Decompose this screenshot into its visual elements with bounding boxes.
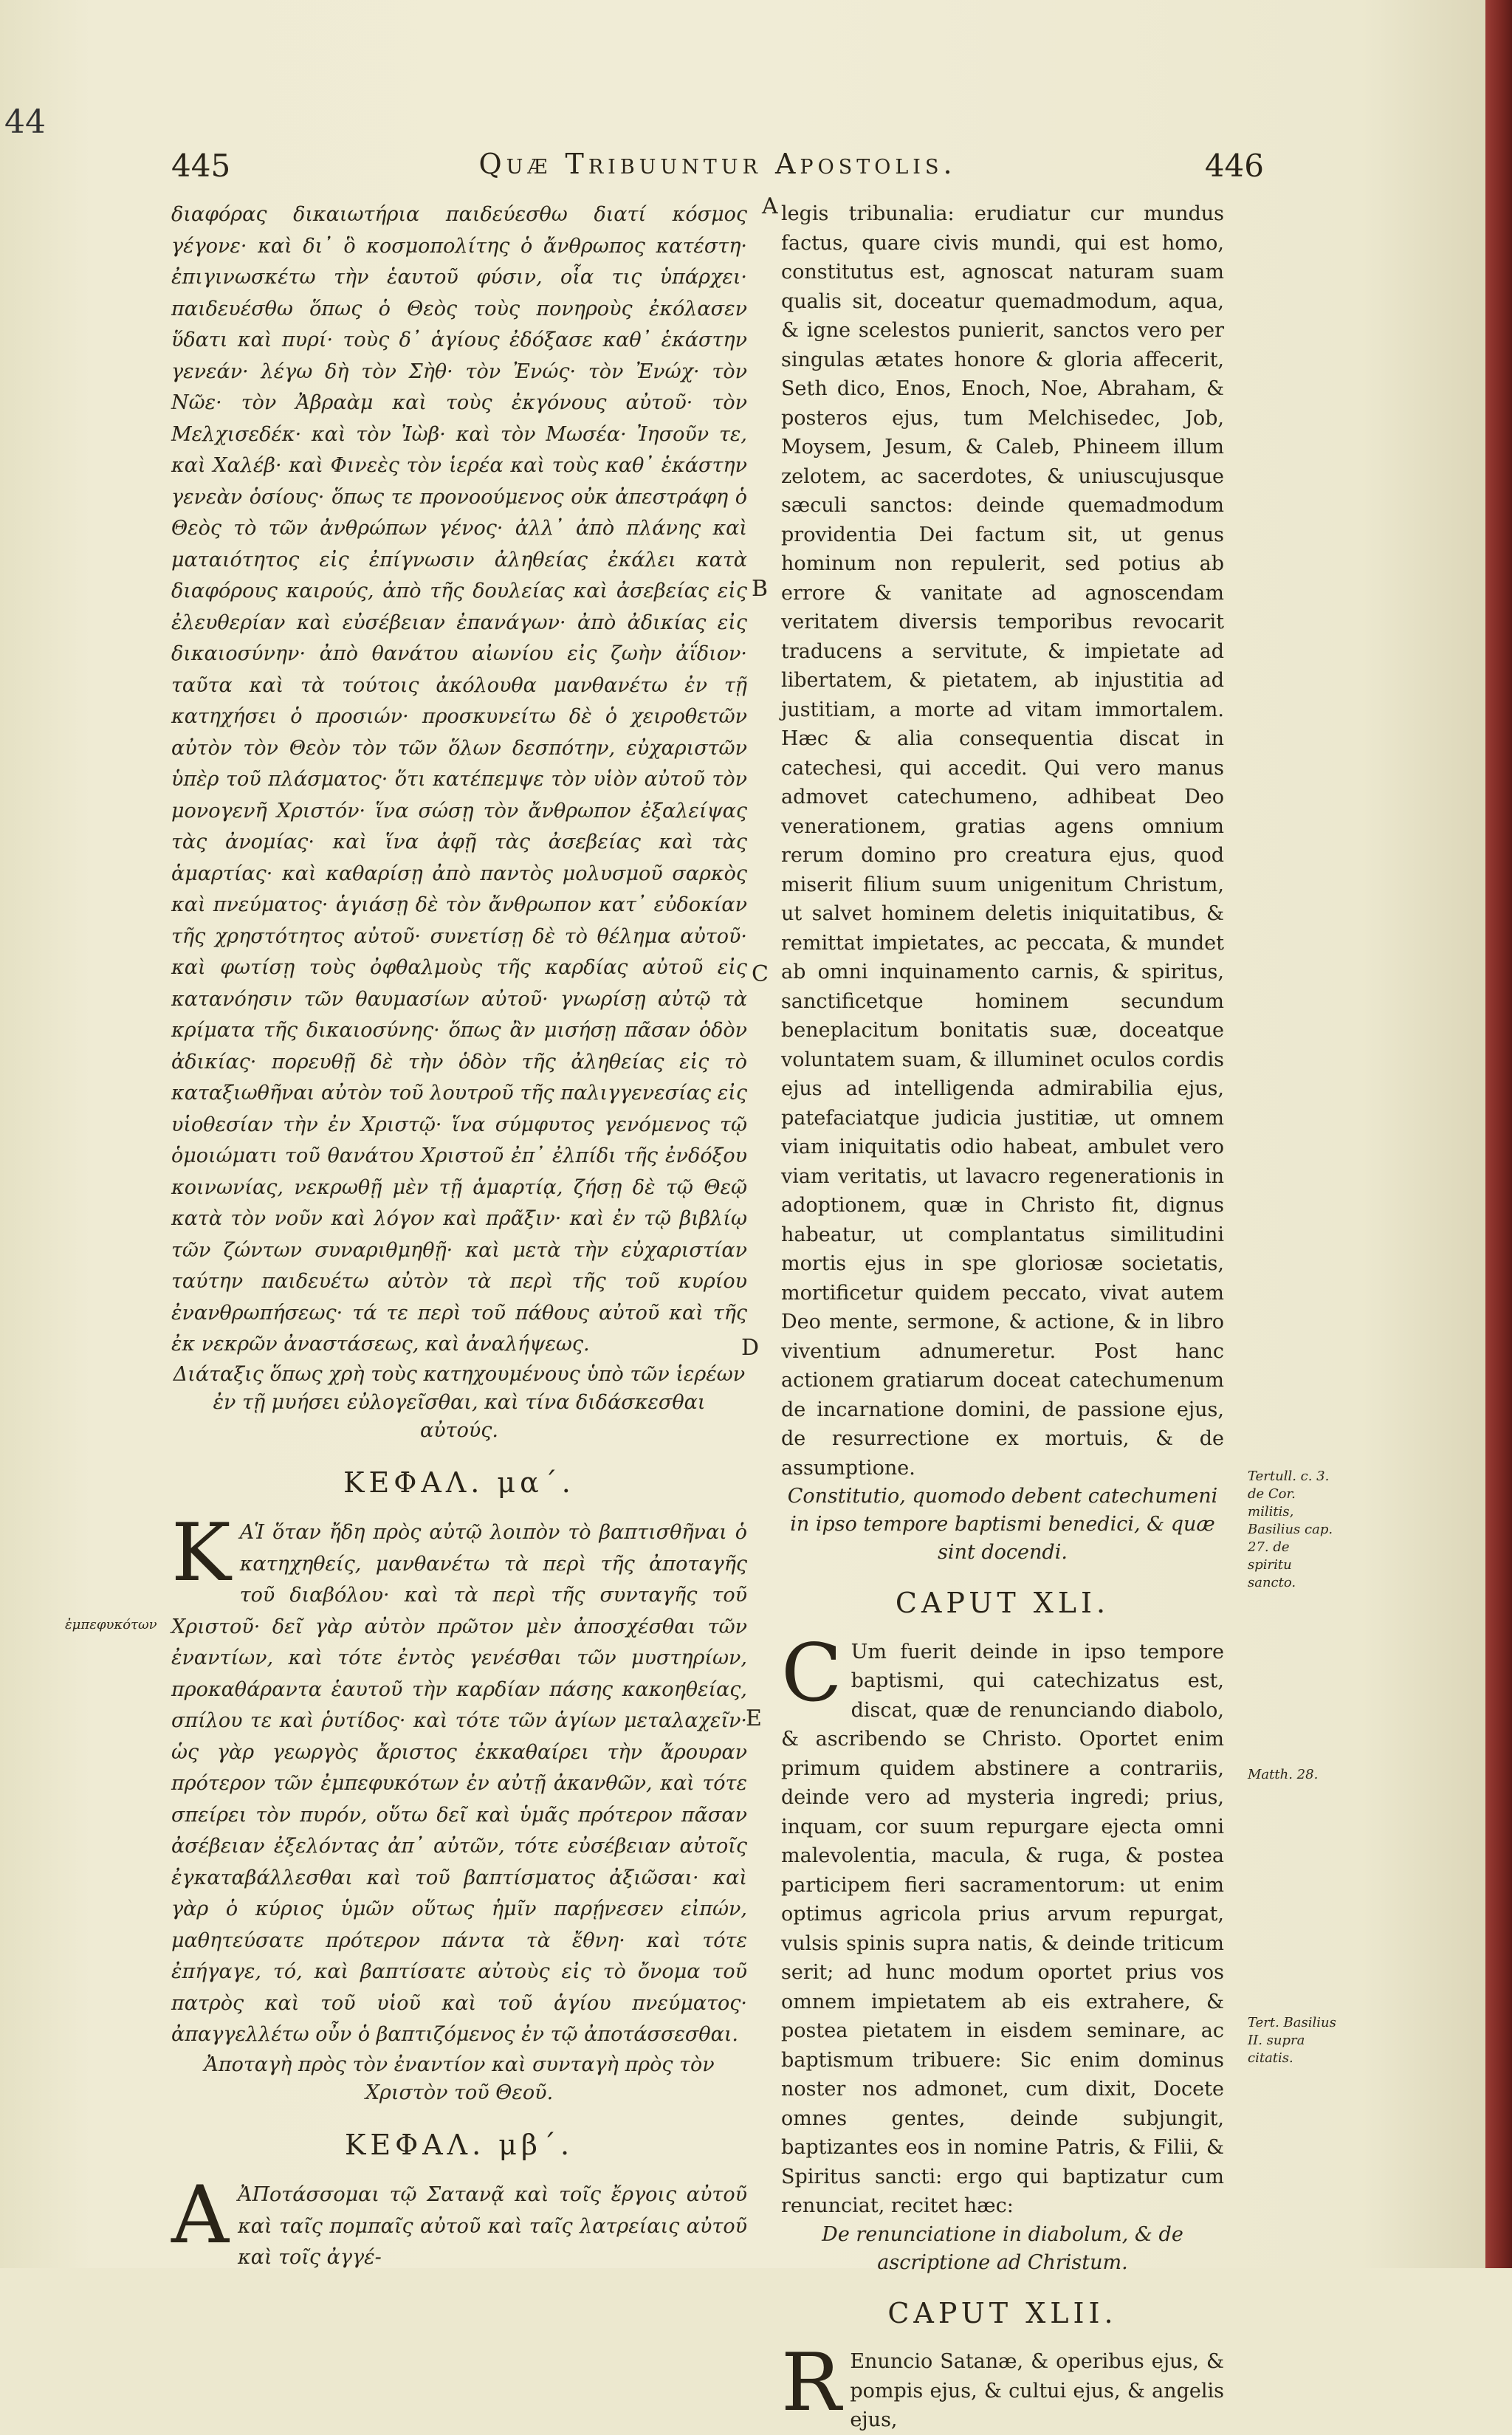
latin-dropcap-1: C <box>781 1627 842 1720</box>
latin-chapter-heading-42: CAPUT XLII. <box>887 2296 1118 2329</box>
page-number-left: 445 <box>171 148 231 184</box>
greek-paragraph-3-text: ἈΠοτάσσομαι τῷ Σατανᾷ καὶ τοῖς ἔργοις αὐτοῦ καὶ ταῖς πομπαῖς αὐτοῦ καὶ ταῖς λατρείαις αὐτοῦ καὶ τοῖς ἀγγέ- <box>238 2183 747 2269</box>
greek-subheading-1: Διάταξις ὅπως χρὴ τοὺς κατηχουμένους ὑπὸ τῶν ἱερέων ἐν τῇ μυήσει εὐλογεῖσθαι, καὶ τίνα διδάσκεσθαι αὐτούς. <box>173 1362 746 1442</box>
latin-dropcap-2: R <box>781 2337 842 2429</box>
greek-margin-note: ἐμπεφυκότων <box>65 1617 157 1632</box>
margin-note-tertullian: Tertull. c. 3. de Cor. militis, Basilius cap. 27. de spiritu sancto. <box>1248 1469 1333 1590</box>
greek-chapter-heading-42: ΚΕΦΑΛ. μβ΄. <box>344 2128 574 2161</box>
latin-paragraph-2-text: Um fuerit deinde in ipso tempore baptismi, qui catechizatus est, discat, quæ de renunciando diabolo, & ascribendo se Christo. Oportet enim primum quidem abstinere a contrariis, deinde vero ad mysteria ingredi; prius, inquam, cor suum repurgare ejecta omni malevolentia, macula, & ruga, & postea participem fieri sacramentorum: ut enim optimus agricola prius arvum repurgat, vulsis spinis supra natis, & deinde triticum serit; ad hunc modum oportet prius vos omnem impietatem ab eis extrahere, & postea pietatem in eisdem seminare, ac baptismum tribuere: Sic enim dominus noster nos admonet, cum dixit, Docete omnes gentes, deinde subjungit, baptizantes eos in nomine Patris, & Filii, & Spiritus sancti: ergo qui baptizatur cum renunciat, recitet hæc: <box>781 1640 1224 2217</box>
latin-subheading-2: De renunciatione in diabolum, & de ascriptione ad Christum. <box>822 2222 1183 2274</box>
section-letter-d: D <box>741 1335 760 1361</box>
page-number-right: 446 <box>1204 148 1264 184</box>
running-title: Quæ Tribuuntur Apostolis. <box>478 148 957 180</box>
latin-chapter-heading-41: CAPUT XLI. <box>895 1587 1110 1619</box>
latin-column <box>781 199 1224 2435</box>
latin-paragraph-2 <box>781 1627 1224 2221</box>
greek-dropcap-1: K <box>171 1507 231 1599</box>
section-letter-a: A <box>762 193 778 219</box>
latin-subheading-1: Constitutio, quomodo debent catechumeni in ipso tempore baptismi benedici, & quæ sint docendi. <box>787 1485 1218 1564</box>
greek-paragraph-2 <box>171 1507 747 2051</box>
greek-paragraph-2-text: ΑἹ ὅταν ἤδη πρὸς αὐτῷ λοιπὸν τὸ βαπτισθῆναι ὁ κατηχηθείς, μανθανέτω τὰ περὶ τῆς ἀποταγῆς τοῦ διαβόλου· καὶ τὰ περὶ τῆς συνταγῆς τοῦ Χριστοῦ· δεῖ γὰρ αὐτὸν πρῶτον μὲν ἀποσχέσθαι τῶν ἐναντίων, καὶ τότε ἐντὸς γενέσθαι τῶν μυστηρίων, προκαθάραντα ἑαυτοῦ τὴν καρδίαν πάσης κακοηθείας, σπίλου τε καὶ ῥυτίδος· καὶ τότε τῶν ἁγίων μεταλαχεῖν· ὡς γὰρ γεωργὸς ἄριστος ἐκκαθαίρει τὴν ἄρουραν πρότερον τῶν ἐμπεφυκότων ἐν αὐτῇ ἀκανθῶν, καὶ τότε σπείρει τὸν πυρόν, οὕτω δεῖ καὶ ὑμᾶς πρότερον πᾶσαν ἀσέβειαν ἐξελόντας ἀπ᾽ αὐτῶν, τότε εὐσέβειαν αὐτοῖς ἐγκαταβάλλεσθαι καὶ τοῦ βαπτίσματος ἀξιῶσαι· καὶ γὰρ ὁ κύριος ὑμῶν οὕτως ἡμῖν παρῄνεσεν εἰπών, μαθητεύσατε πρότερον πάντα τὰ ἔθνη· καὶ τότε ἐπήγαγε, τό, καὶ βαπτίσατε αὐτοὺς εἰς τὸ ὄνομα τοῦ πατρὸς καὶ τοῦ υἱοῦ καὶ τοῦ ἁγίου πνεύματος· ἀπαγγελλέτω οὖν ὁ βαπτιζόμενος ἐν τῷ ἀποτάσσεσθαι. <box>171 1521 747 2046</box>
greek-paragraph-1: διαφόρας δικαιωτήρια παιδεύεσθω διατί κόσμος γέγονε· καὶ δι᾽ ὃ κοσμοπολίτης ὁ ἄνθρωπος κατέστη· ἐπιγινωσκέτω τὴν ἑαυτοῦ φύσιν, οἷα τις ὑπάρχει· παιδευέσθω ὅπως ὁ Θεὸς τοὺς πονηροὺς ἐκόλασεν ὕδατι καὶ πυρί· τοὺς δ᾽ ἁγίους ἐδόξασε καθ᾽ ἑκάστην γενεάν· λέγω δὴ τὸν Σὴθ· τὸν Ἐνώς· τὸν Ἐνώχ· τὸν Νῶε· τὸν Ἀβραὰμ καὶ τοὺς ἐκγόνους αὐτοῦ· τὸν Μελχισεδέκ· καὶ τὸν Ἰὼβ· καὶ τὸν Μωσέα· Ἰησοῦν τε, καὶ Χαλέβ· καὶ Φινεὲς τὸν ἱερέα καὶ τοὺς καθ᾽ ἑκάστην γενεὰν ὁσίους· ὅπως τε προνοούμενος οὐκ ἀπεστράφη ὁ Θεὸς τὸ τῶν ἀνθρώπων γένος· ἀλλ᾽ ἀπὸ πλάνης καὶ ματαιότητος εἰς ἐπίγνωσιν ἀληθείας ἐκάλει κατὰ διαφόρους καιρούς, ἀπὸ τῆς δουλείας καὶ ἀσεβείας εἰς ἐλευθερίαν καὶ εὐσέβειαν ἐπανάγων· ἀπὸ ἀδικίας εἰς δικαιοσύνην· ἀπὸ θανάτου αἰωνίου εἰς ζωὴν ἀΐδιον· ταῦτα καὶ τὰ τούτοις ἀκόλουθα μανθανέτω ἐν τῇ κατηχήσει ὁ προσιών· προσκυνείτω δὲ ὁ χειροθετῶν αὐτὸν τὸν Θεὸν τὸν τῶν ὅλων δεσπότην, εὐχαριστῶν ὑπὲρ τοῦ πλάσματος· ὅτι κατέπεμψε τὸν υἱὸν αὐτοῦ τὸν μονογενῆ Χριστόν· ἵνα σώσῃ τὸν ἄνθρωπον ἐξαλείψας τὰς ἀνομίας· καὶ ἵνα ἀφῇ τὰς ἀσεβείας καὶ τὰς ἁμαρτίας· καὶ καθαρίσῃ ἀπὸ παντὸς μολυσμοῦ σαρκὸς καὶ πνεύματος· ἁγιάσῃ δὲ τὸν ἄνθρωπον κατ᾽ εὐδοκίαν τῆς χρηστότητος αὐτοῦ· συνετίσῃ δὲ τὸ θέλημα αὐτοῦ· καὶ φωτίσῃ τοὺς ὀφθαλμοὺς τῆς καρδίας αὐτοῦ εἰς κατανόησιν τῶν θαυμασίων αὐτοῦ· γνωρίσῃ αὐτῷ τὰ κρίματα τῆς δικαιοσύνης· ὅπως ἂν μισήσῃ πᾶσαν ὁδὸν ἀδικίας· πορευθῇ δὲ τὴν ὁδὸν τῆς ἀληθείας εἰς τὸ καταξιωθῆναι αὐτὸν τοῦ λουτροῦ τῆς παλιγγενεσίας εἰς υἱοθεσίαν τὴν ἐν Χριστῷ· ἵνα σύμφυτος γενόμενος τῷ ὁμοιώματι τοῦ θανάτου Χριστοῦ ἐπ᾽ ἐλπίδι τῆς ἐνδόξου κοινωνίας, νεκρωθῇ μὲν τῇ ἁμαρτίᾳ, ζήσῃ δὲ τῷ Θεῷ κατὰ τὸν νοῦν καὶ λόγον καὶ πρᾶξιν· καὶ ἐν τῷ βιβλίῳ τῶν ζώντων συναριθμηθῇ· καὶ μετὰ τὴν εὐχαριστίαν ταύτην παιδευέτω αὐτὸν τὰ περὶ τῆς τοῦ κυρίου ἐνανθρωπήσεως· τά τε περὶ τοῦ πάθους αὐτοῦ καὶ τῆς ἐκ νεκρῶν ἀναστάσεως, καὶ ἀναλήψεως. <box>171 203 747 1356</box>
latin-paragraph-1: legis tribunalia: erudiatur cur mundus factus, quare civis mundi, qui est homo, constitutus est, agnoscat naturam suam qualis sit, doceatur quemadmodum, aqua, & igne scelestos punierit, sanctos vero per singulas ætates honore & gloria affecerit, Seth dico, Enos, Enoch, Noe, Abraham, & posteros ejus, tum Melchisedec, Job, Moysem, Jesum, & Caleb, Phineem illum zelotem, ac sacerdotes, & uniuscujusque sæculi sanctos: deinde quemadmodum providentia Dei factum sit, ut genus hominum non repulerit, sed potius ab errore & vanitate ad agnoscendam veritatem diversis temporibus revocarit traducens a servitute, & impietate ad libertatem, & pietatem, ab injustitia ad justitiam, a morte ad vitam immortalem. Hæc & alia consequentia discat in catechesi, qui accedit. Qui vero manus admovet catechumeno, adhibeat Deo venerationem, gratias agens omnium rerum domino pro creatura ejus, quod miserit filium suum unigenitum Christum, ut salvet hominem deletis iniquitatibus, & remittat impietates, ac peccata, & mundet ab omni inquinamento carnis, & spiritus, sanctificetque hominem secundum beneplacitum bonitatis suæ, doceatque voluntatem suam, & illuminet oculos cordis ejus ad intelligenda admirabilia ejus, patefaciatque judicia justitiæ, ut omnem viam iniquitatis odio habeat, ambulet vero viam veritatis, ut lavacro regenerationis in adoptionem, quæ in Christo fit, dignus habeatur, ut complantatus similitudini mortis ejus in spe gloriosæ societatis, mortificetur quidem peccato, vivat autem Deo mente, sermone, & actione, & in libro viventium adnumeretur. Post hanc actionem gratiarum doceat catechumenum de incarnatione domini, de passione ejus, de resurrectione ex mortuis, & de assumptione. <box>781 202 1224 1480</box>
greek-column <box>171 199 747 2274</box>
greek-dropcap-2: A <box>171 2169 229 2261</box>
latin-paragraph-3-text: Enuncio Satanæ, & operibus ejus, & pompis ejus, & cultui ejus, & angelis ejus, <box>850 2350 1224 2431</box>
section-letter-e: E <box>746 1706 762 1731</box>
previous-page-number: 44 <box>4 103 46 141</box>
section-letter-b: B <box>752 576 769 602</box>
latin-paragraph-3 <box>781 2337 1224 2435</box>
margin-note-matthew: Matth. 28. <box>1248 1767 1319 1782</box>
greek-chapter-heading-41: ΚΕΦΑΛ. μα΄. <box>343 1466 575 1499</box>
book-binding-edge <box>1485 0 1512 2268</box>
section-letter-c: C <box>752 961 769 987</box>
margin-note-basilius: Tert. Basilius II. supra citatis. <box>1248 2015 1336 2066</box>
greek-paragraph-3 <box>171 2169 747 2274</box>
running-head <box>171 148 1264 192</box>
greek-subheading-2: Ἀποταγὴ πρὸς τὸν ἐναντίον καὶ συνταγὴ πρὸς τὸν Χριστὸν τοῦ Θεοῦ. <box>204 2053 715 2104</box>
